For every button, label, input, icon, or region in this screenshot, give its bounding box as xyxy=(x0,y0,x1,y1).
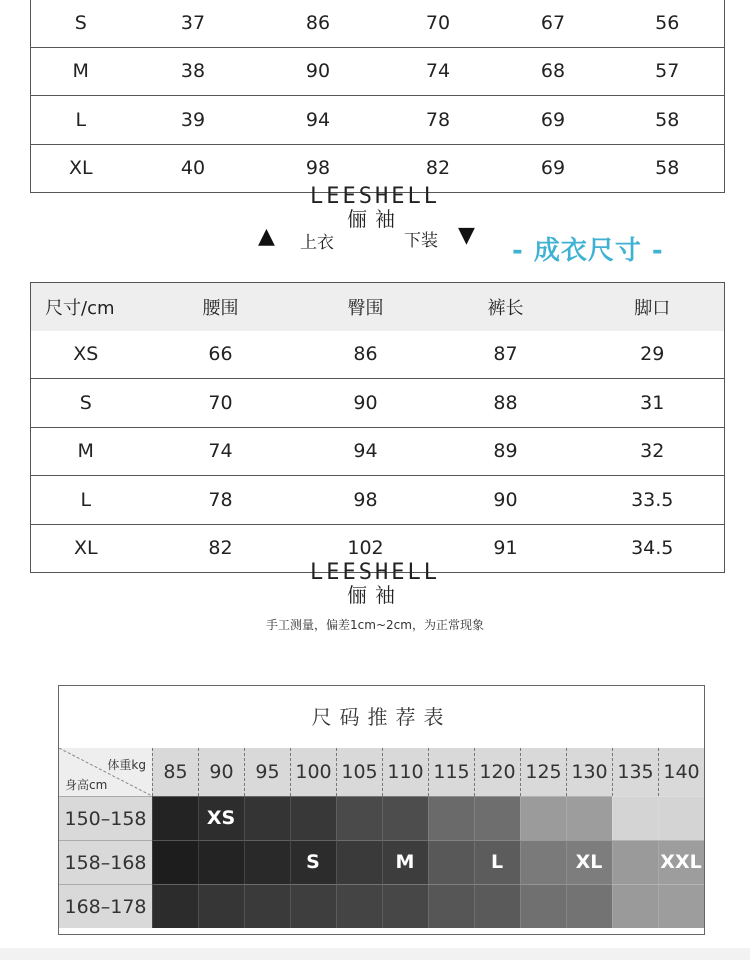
column-header: 尺寸/cm xyxy=(31,283,141,331)
value-cell: 88 xyxy=(431,379,581,428)
size-cell: M xyxy=(31,47,131,96)
height-axis-label: 身高cm xyxy=(65,778,108,792)
grid-cell xyxy=(428,884,474,928)
column-header: 裤长 xyxy=(431,283,581,331)
value-cell: 69 xyxy=(496,144,611,193)
weight-header: 120 xyxy=(474,748,520,796)
grid-cell xyxy=(152,796,198,840)
size-cell: XL xyxy=(31,144,131,193)
grid-cell xyxy=(336,884,382,928)
header-corner xyxy=(59,748,152,796)
size-label: L xyxy=(490,851,504,873)
table-row xyxy=(31,427,725,476)
nav-bottom-label[interactable]: 下装 xyxy=(404,231,438,251)
value-cell: 90 xyxy=(256,47,381,96)
weight-header: 130 xyxy=(566,748,612,796)
value-cell: 70 xyxy=(141,379,301,428)
value-cell: 86 xyxy=(305,11,331,34)
value-cell: 87 xyxy=(493,343,518,366)
size-recommendation-chart xyxy=(58,685,705,935)
size-cell: S xyxy=(74,11,87,34)
grid-cell xyxy=(290,884,336,928)
value-cell: 74 xyxy=(381,47,496,96)
grid-cell xyxy=(520,840,566,884)
brand-logo-cn: 俪袖 xyxy=(347,207,403,231)
size-cell: L xyxy=(31,96,131,145)
size-cell: M xyxy=(31,427,141,476)
size-label: S xyxy=(306,851,320,873)
grid-cell xyxy=(520,884,566,928)
weight-header: 125 xyxy=(520,748,566,796)
measurement-note: 手工测量，偏差1cm~2cm，为正常现象 xyxy=(266,618,484,632)
table-row xyxy=(31,379,725,428)
value-cell: 39 xyxy=(131,96,256,145)
value-cell: 58 xyxy=(611,144,725,193)
value-cell: 98 xyxy=(256,144,381,193)
size-label: M xyxy=(395,851,415,873)
grid-cell xyxy=(244,884,290,928)
grid-cell xyxy=(520,796,566,840)
value-cell: 58 xyxy=(611,96,725,145)
grid-cell xyxy=(658,796,704,840)
size-label: XXL xyxy=(660,851,702,873)
grid-cell xyxy=(244,796,290,840)
grid-cell xyxy=(566,796,612,840)
brand-logo-bottom xyxy=(0,562,750,606)
size-cell: XL xyxy=(31,524,141,573)
grid-cell xyxy=(382,884,428,928)
brand-logo-en: LEESHELL xyxy=(310,560,440,585)
table-row xyxy=(31,476,725,525)
value-cell: 67 xyxy=(540,11,566,34)
value-cell: 69 xyxy=(496,96,611,145)
height-header: 158–168 xyxy=(59,840,152,884)
value-cell: 38 xyxy=(131,47,256,96)
size-cell: L xyxy=(31,476,141,525)
weight-header: 135 xyxy=(612,748,658,796)
grid-cell xyxy=(290,796,336,840)
weight-header: 90 xyxy=(198,748,244,796)
grid-cell xyxy=(612,796,658,840)
column-header: 脚口 xyxy=(581,283,725,331)
table-header-row xyxy=(31,283,725,331)
bottom-band xyxy=(0,948,750,960)
column-header: 腰围 xyxy=(141,283,301,331)
value-cell: 31 xyxy=(581,379,725,428)
grid-cell xyxy=(336,796,382,840)
grid-cell xyxy=(244,840,290,884)
section-heading: - 成衣尺寸 - xyxy=(512,236,664,266)
value-cell: 57 xyxy=(611,47,725,96)
brand-logo-cn: 俪袖 xyxy=(347,583,403,607)
grid-cell xyxy=(612,840,658,884)
value-cell: 66 xyxy=(208,343,233,366)
height-header: 168–178 xyxy=(59,884,152,928)
brand-logo-en: LEESHELL xyxy=(310,184,440,209)
size-label: XS xyxy=(206,807,236,829)
table-row xyxy=(31,331,725,379)
size-cell: S xyxy=(31,379,141,428)
size-label: XL xyxy=(575,851,603,873)
value-cell: 74 xyxy=(141,427,301,476)
triangle-down-icon[interactable]: ▼ xyxy=(458,223,475,248)
grid-cell xyxy=(612,884,658,928)
value-cell: 78 xyxy=(381,96,496,145)
value-cell: 37 xyxy=(180,11,206,34)
nav-top-label[interactable]: 上衣 xyxy=(300,233,334,253)
grid-cell xyxy=(474,796,520,840)
weight-header: 140 xyxy=(658,748,704,796)
table-row xyxy=(31,96,725,145)
value-cell: 94 xyxy=(256,96,381,145)
value-cell: 32 xyxy=(581,427,725,476)
value-cell: 98 xyxy=(301,476,431,525)
grid-cell xyxy=(336,840,382,884)
height-header: 150–158 xyxy=(59,796,152,840)
weight-header: 85 xyxy=(152,748,198,796)
pants-size-table xyxy=(30,282,725,573)
top-size-table xyxy=(30,0,725,193)
value-cell: 40 xyxy=(131,144,256,193)
grid-cell xyxy=(658,884,704,928)
value-cell: 68 xyxy=(496,47,611,96)
value-cell: 94 xyxy=(301,427,431,476)
value-cell: 78 xyxy=(141,476,301,525)
value-cell: 56 xyxy=(655,11,680,34)
weight-header: 95 xyxy=(244,748,290,796)
brand-logo xyxy=(0,186,750,230)
weight-header: 110 xyxy=(382,748,428,796)
value-cell: 91 xyxy=(431,524,581,573)
grid-cell xyxy=(198,884,244,928)
grid-cell xyxy=(198,840,244,884)
weight-header: 115 xyxy=(428,748,474,796)
value-cell: 90 xyxy=(431,476,581,525)
weight-header: 105 xyxy=(336,748,382,796)
grid-cell xyxy=(152,840,198,884)
triangle-up-icon[interactable]: ▲ xyxy=(258,224,275,249)
value-cell: 86 xyxy=(353,343,378,366)
weight-axis-label: 体重kg xyxy=(107,758,146,772)
value-cell: 102 xyxy=(301,524,431,573)
grid-cell xyxy=(428,840,474,884)
value-cell: 33.5 xyxy=(581,476,725,525)
grid-cell xyxy=(474,884,520,928)
value-cell: 34.5 xyxy=(581,524,725,573)
weight-header: 100 xyxy=(290,748,336,796)
grid-cell xyxy=(566,884,612,928)
value-cell: 70 xyxy=(425,11,451,34)
grid-cell xyxy=(428,796,474,840)
grid-cell xyxy=(382,796,428,840)
value-cell: 82 xyxy=(141,524,301,573)
size-cell: XS xyxy=(73,343,99,366)
table-row xyxy=(31,0,725,47)
value-cell: 90 xyxy=(301,379,431,428)
value-cell: 89 xyxy=(431,427,581,476)
grid-cell xyxy=(152,884,198,928)
value-cell: 82 xyxy=(381,144,496,193)
recommendation-title: 尺码推荐表 xyxy=(311,705,452,729)
column-header: 臀围 xyxy=(301,283,431,331)
value-cell: 29 xyxy=(640,343,665,366)
table-row xyxy=(31,47,725,96)
